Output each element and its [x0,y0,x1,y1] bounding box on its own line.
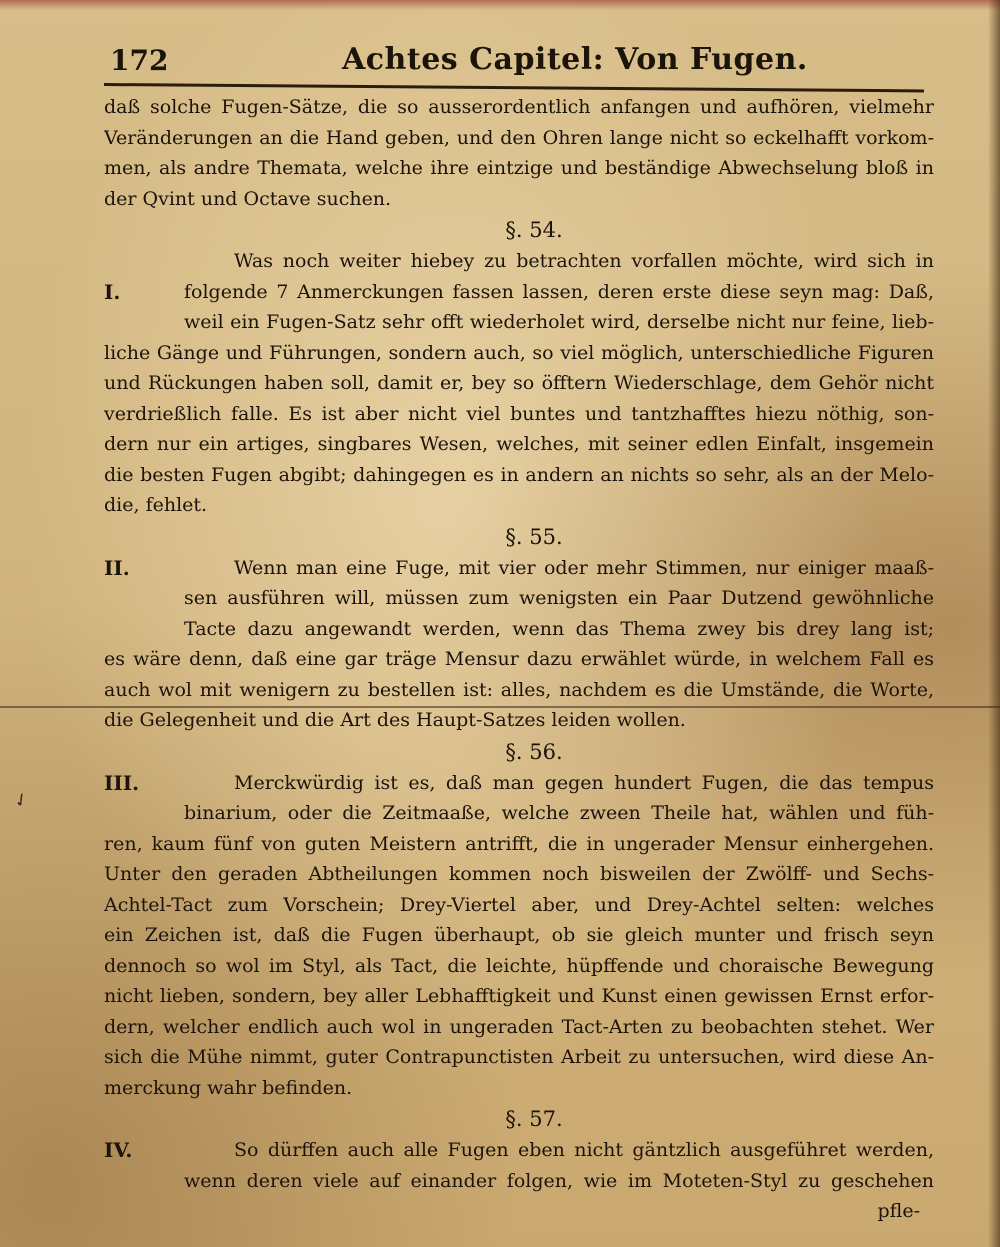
section-heading: §. 55. [505,524,563,549]
section-numeral: I. [104,279,121,304]
text-line: die besten Fugen abgibt; dahingegen es in andern an nichts so sehr, als an der Melo- [104,463,934,486]
text-line: So dürffen auch alle Fugen eben nicht gäntzlich ausgeführet werden, [234,1139,934,1161]
text-line: dern, welcher endlich auch wol in ungeraden Tact-Arten zu beobachten stehet. Wer [104,1015,934,1038]
text-line: Veränderungen an die Hand geben, und den Ohren lange nicht so eckelhafft vorkom- [104,126,934,149]
text-line: der Qvint und Octave suchen. [104,187,392,210]
text-line: ein Zeichen ist, daß die Fugen überhaupt, ob sie gleich munter und frisch seyn [104,924,934,946]
text-line: dern nur ein artiges, singbares Wesen, welches, mit seiner edlen Einfalt, insgemein [104,433,934,455]
page-number: 172 [110,44,169,77]
section-55 [104,521,934,736]
text-line: sich die Mühe nimmt, guter Contrapunctisten Arbeit zu untersuchen, wird diese An- [104,1046,934,1068]
numbered-line [104,1135,934,1166]
text-line: Was noch weiter hiebey zu betrachten vorfallen möchte, wird sich in [234,250,934,272]
text-line: auch wol mit wenigern zu bestellen ist: alles, nachdem es die Umstände, die Worte, [104,678,934,701]
text-line: sen ausführen will, müssen zum wenigsten ein Paar Dutzend gewöhnliche [184,587,934,609]
text-line: Merckwürdig ist es, daß man gegen hundert Fugen, die das tempus [234,771,934,794]
text-line: merckung wahr befinden. [104,1076,353,1099]
text-line: Unter den geraden Abtheilungen kommen noch bisweilen der Zwölff- und Sechs- [104,863,934,885]
text-line: wenn deren viele auf einander folgen, wie im Moteten-Styl zu geschehen [184,1169,934,1192]
page-header [104,38,924,82]
margin-mark: ✓ [9,787,34,814]
text-line: die, fehlet. [104,494,208,516]
text-line: daß solche Fugen-Sätze, die so ausserordentlich anfangen und aufhören, vielmehr [104,96,934,118]
text-line: es wäre denn, daß eine gar träge Mensur dazu erwählet würde, in welchem Fall es [104,648,934,670]
page-body [104,92,934,1227]
paragraph-continuation [104,92,934,214]
text-line: folgende 7 Anmerckungen fassen lassen, deren erste diese seyn mag: Daß, [184,280,934,303]
text-line: men, als andre Themata, welche ihre eintzige und beständige Abwechselung bloß in [104,157,934,179]
catchword: pfle- [877,1200,920,1222]
page-top-edge [0,0,1000,10]
section-numeral: IV. [104,1138,133,1162]
section-numeral: II. [104,555,130,580]
text-line: binarium, oder die Zeitmaaße, welche zween Theile hat, wählen und füh- [184,802,934,824]
running-head: Achtes Capitel: Von Fugen. [342,42,808,77]
numbered-line [104,277,934,308]
text-line: weil ein Fugen-Satz sehr offt wiederholet wird, derselbe nicht nur feine, lieb- [184,311,934,333]
text-line: liche Gänge und Führungen, sondern auch, so viel möglich, unterschiedliche Figuren [104,341,934,364]
numbered-line [104,768,934,799]
section-57 [104,1103,934,1227]
text-line: verdrießlich falle. Es ist aber nicht viel buntes und tantzhafftes hiezu nöthig, son- [104,402,934,425]
section-heading: §. 57. [505,1107,563,1131]
page-right-shadow [988,0,1000,1247]
text-line: Achtel-Tact zum Vorschein; Drey-Viertel aber, und Drey-Achtel selten: welches [104,893,934,916]
text-line: die Gelegenheit und die Art des Haupt-Satzes leiden wollen. [104,709,686,731]
text-line: ren, kaum fünf von guten Meistern antrifft, die in ungerader Mensur einhergehen. [104,832,934,855]
section-56 [104,736,934,1104]
numbered-line [104,553,934,584]
section-heading: §. 56. [505,739,563,764]
section-numeral: III. [104,770,140,795]
section-heading: §. 54. [505,218,563,242]
section-54 [104,214,934,521]
text-line: Wenn man eine Fuge, mit vier oder mehr Stimmen, nur einiger maaß- [234,556,934,579]
text-line: nicht lieben, sondern, bey aller Lebhafftigkeit und Kunst einen gewissen Ernst erfor- [104,985,934,1007]
text-line: und Rückungen haben soll, damit er, bey so öfftern Wiederschlage, dem Gehör nicht [104,372,934,394]
text-line: dennoch so wol im Styl, als Tact, die leichte, hüpffende und choraische Bewegung [104,954,934,977]
text-line: Tacte dazu angewandt werden, wenn das Thema zwey bis drey lang ist; [184,617,934,640]
